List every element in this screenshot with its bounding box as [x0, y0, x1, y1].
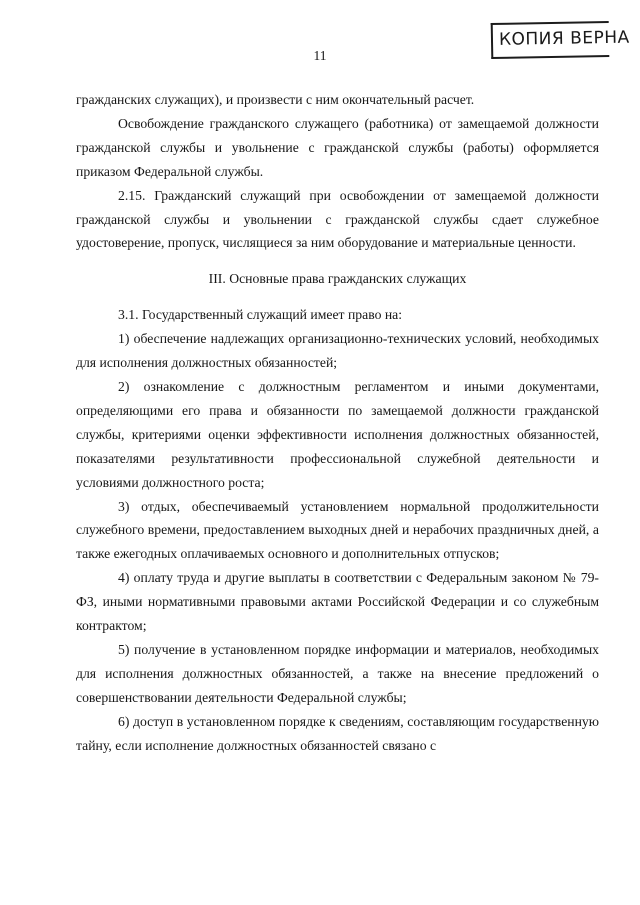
section-heading: III. Основные права гражданских служащих [208, 271, 467, 287]
document-body [76, 88, 599, 757]
list-item-1: 1) обеспечение надлежащих организационно-технических условий, необходимых для исполнения должностных обязанностей; [76, 331, 599, 371]
paragraph-continuation: гражданских служащих), и произвести с ним окончательный расчет. [76, 92, 475, 107]
paragraph-3-1: 3.1. Государственный служащий имеет право на: [118, 307, 403, 323]
list-item-6: 6) доступ в установленном порядке к сведениям, составляющим государственную тайну, если исполнение должностных обязанностей связано с [76, 713, 599, 753]
paragraph-2-15: 2.15. Гражданский служащий при освобождении от замещаемой должности гражданской службы и увольнении с гражданской службы сдает служебное удостоверение, пропуск, числящиеся за ним оборудование и материальные ценности. [76, 187, 599, 251]
stamp-text: КОПИЯ ВЕРНА [498, 27, 630, 50]
list-item-3: 3) отдых, обеспечиваемый установлением нормальной продолжительности служебного времени, предоставлением выходных дней и нерабочих праздничных дней, а также ежегодных оплачиваемых основного и дополнительных отпусков; [76, 498, 599, 562]
list-item-4: 4) оплату труда и другие выплаты в соответствии с Федеральным законом № 79-ФЗ, иными нормативными правовыми актами Российской Федерации и со служебным контрактом; [76, 570, 599, 634]
list-item-2: 2) ознакомление с должностным регламентом и иными документами, определяющими его права и обязанности по замещаемой должности гражданской службы, критериями оценки эффективности исполнения должностных обязанностей, показателями результативности профессиональной служебной деятельности и условиями должностного роста; [76, 378, 599, 490]
page-number: 11 [313, 48, 327, 63]
paragraph-dismissal-order: Освобождение гражданского служащего (работника) от замещаемой должности гражданской службы и увольнение с гражданской службы (работы) оформляется приказом Федеральной службы. [76, 115, 599, 179]
list-item-5: 5) получение в установленном порядке информации и материалов, необходимых для исполнения должностных обязанностей, а также на внесение предложений о совершенствовании деятельности Федеральной службы; [76, 641, 599, 705]
